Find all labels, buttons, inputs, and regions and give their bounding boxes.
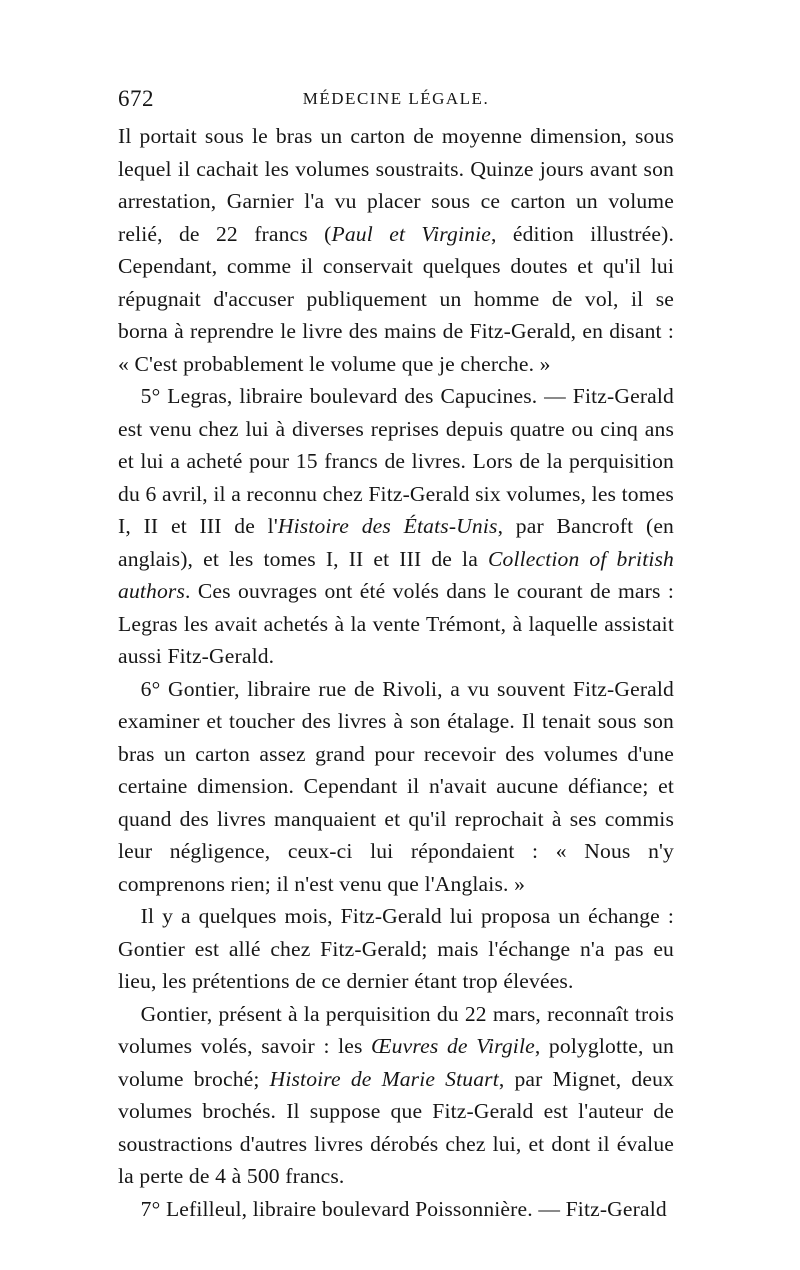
book-page xyxy=(118,86,674,1225)
paragraph-2 xyxy=(118,380,674,673)
paragraph-1-text-1: Il portait sous le bras un carton de moyenne dimension, sous lequel il cachait les volumes soustraits. Quinze jours avant son arrestation, Garnier l'a vu placer sous ce carton un volume relié, de 22 francs ( xyxy=(118,124,674,246)
paragraph-2-text-2: , par Bancroft (en anglais), et les tomes I, II et III de la xyxy=(118,514,675,571)
paragraph-2-italic-title-1: Histoire des États-Unis xyxy=(277,514,498,538)
page-header xyxy=(118,86,674,120)
paragraph-2-text-3: . Ces ouvrages ont été volés dans le courant de mars : Legras les avait achetés à la vente Trémont, à laquelle assistait aussi Fitz-Gerald. xyxy=(118,579,674,668)
paragraph-2-text-1: 5° Legras, libraire boulevard des Capucines. — Fitz-Gerald est venu chez lui à diverses reprises depuis quatre ou cinq ans et lui a acheté pour 15 francs de livres. Lors de la perquisition du 6 avril, il a reconnu chez Fitz-Gerald six volumes, les tomes I, II et III de l' xyxy=(118,384,674,538)
paragraph-5-text-2: , polyglotte, un volume broché; xyxy=(118,1034,674,1091)
paragraph-6-text-1: 7° Lefilleul, libraire boulevard Poissonnière. — Fitz-Gerald xyxy=(140,1196,667,1221)
paragraph-5-text-3: , par Mignet, deux volumes brochés. Il suppose que Fitz-Gerald est l'auteur de soustractions d'autres livres dérobés chez lui, et dont il évalue la perte de 4 à 500 francs. xyxy=(118,1066,674,1188)
paragraph-5 xyxy=(118,998,674,1193)
paragraph-1 xyxy=(118,120,674,380)
paragraph-5-italic-title-2: Histoire de Marie Stuart xyxy=(269,1066,499,1091)
page-number: 672 xyxy=(118,86,154,111)
paragraph-1-text-2: , édition illustrée). Cependant, comme il conservait quelques doutes et qu'il lui répugnait d'accuser publiquement un homme de vol, il se borna à reprendre le livre des mains de Fitz-Gerald, en disant : « C'est probablement le volume que je cherche. » xyxy=(118,221,675,376)
paragraph-1-italic-title: Paul et Virginie xyxy=(331,221,491,246)
paragraph-2-italic-title-2: Collection of british authors xyxy=(118,546,674,603)
running-head: MÉDECINE LÉGALE. xyxy=(302,89,490,108)
paragraph-5-italic-title-1: Œuvres de Virgile xyxy=(371,1034,535,1058)
paragraph-6 xyxy=(118,1193,674,1226)
paragraph-5-text-1: Gontier, présent à la perquisition du 22 mars, reconnaît trois volumes volés, savoir : les xyxy=(118,1001,674,1058)
paragraph-4-text-1: Il y a quelques mois, Fitz-Gerald lui proposa un échange : Gontier est allé chez Fitz-Gerald; mais l'échange n'a pas eu lieu, les prétentions de ce dernier étant trop élevées. xyxy=(118,904,674,993)
paragraph-4 xyxy=(118,900,674,998)
paragraph-3-text-1: 6° Gontier, libraire rue de Rivoli, a vu souvent Fitz-Gerald examiner et toucher des livres à son étalage. Il tenait sous son bras un carton assez grand pour recevoir des volumes d'une certaine dimension. Cependant il n'avait aucune défiance; et quand des livres manquaient et qu'il reprochait à ses commis leur négligence, ceux-ci lui répondaient : « Nous n'y comprenons rien; il n'est venu que l'Anglais. » xyxy=(118,676,674,896)
body-text xyxy=(118,120,674,1225)
paragraph-3 xyxy=(118,673,674,901)
